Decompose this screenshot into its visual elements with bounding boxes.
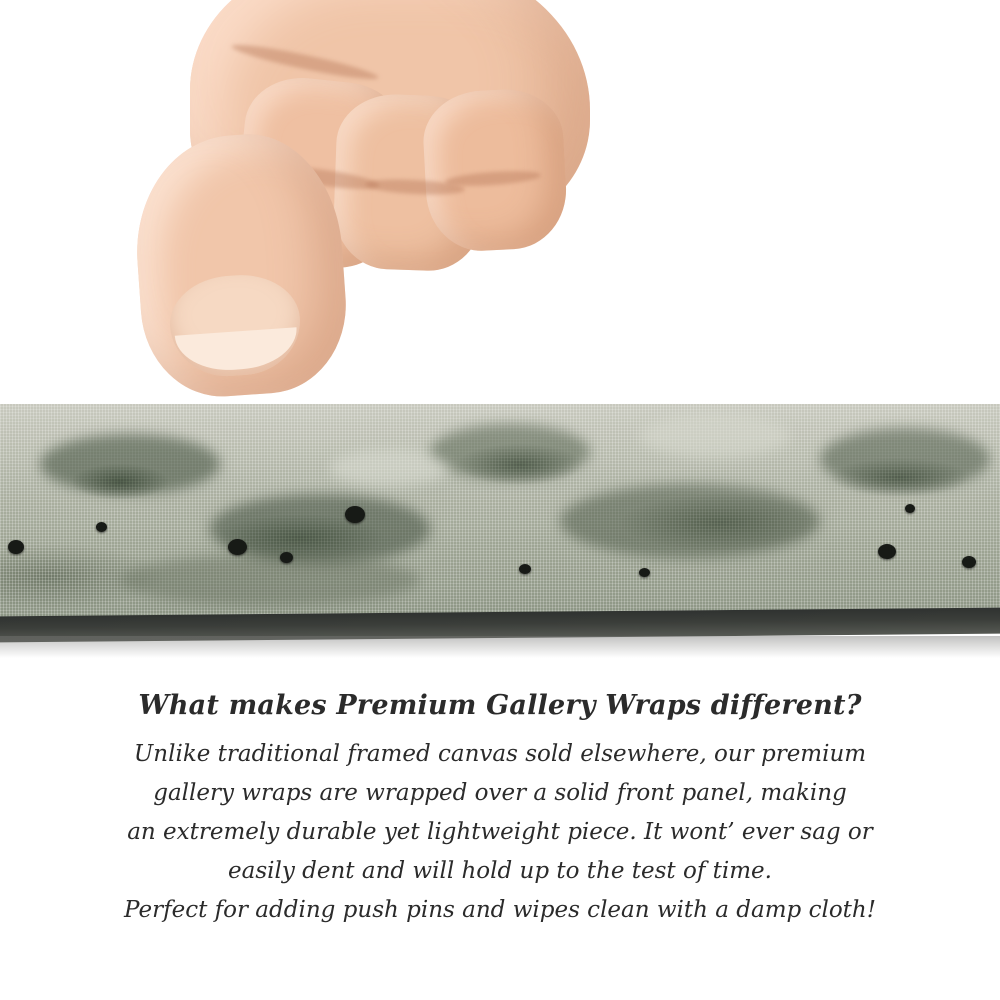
canvas-highlight: [330, 450, 450, 486]
finger-ring: [421, 86, 569, 253]
canvas-edge-strip: [0, 404, 1000, 620]
canvas-mottle: [120, 554, 420, 606]
canvas-mottle: [820, 428, 990, 490]
canvas-dark-speck: [519, 564, 531, 574]
canvas-dark-speck: [280, 552, 293, 563]
canvas-mottle: [560, 484, 820, 558]
canvas-dark-speck: [878, 544, 896, 559]
canvas-dark-speck: [962, 556, 976, 568]
caption-line: Unlike traditional framed canvas sold elsewhere, our premium: [133, 741, 867, 767]
canvas-dark-speck: [8, 540, 24, 554]
canvas-highlight: [640, 414, 790, 458]
hand-illustration: [120, 0, 600, 430]
canvas-dark-speck: [228, 539, 247, 555]
canvas-dark-speck: [905, 504, 915, 513]
canvas-drop-shadow: [0, 636, 1000, 658]
canvas-mottle: [40, 434, 220, 494]
caption-line: gallery wraps are wrapped over a solid front panel, making: [153, 780, 847, 806]
caption-line: easily dent and will hold up to the test of time.: [228, 858, 772, 884]
canvas-dark-speck: [96, 522, 107, 532]
caption-block: [0, 690, 1000, 930]
canvas-dark-speck: [345, 506, 365, 523]
caption-line: an extremely durable yet lightweight piece. It wont’ ever sag or: [127, 819, 873, 845]
caption-line: Perfect for adding push pins and wipes clean with a damp cloth!: [124, 897, 876, 923]
canvas-mottle: [430, 424, 590, 480]
canvas-dark-speck: [639, 568, 650, 577]
caption-title: What makes Premium Gallery Wraps different?: [138, 690, 862, 721]
